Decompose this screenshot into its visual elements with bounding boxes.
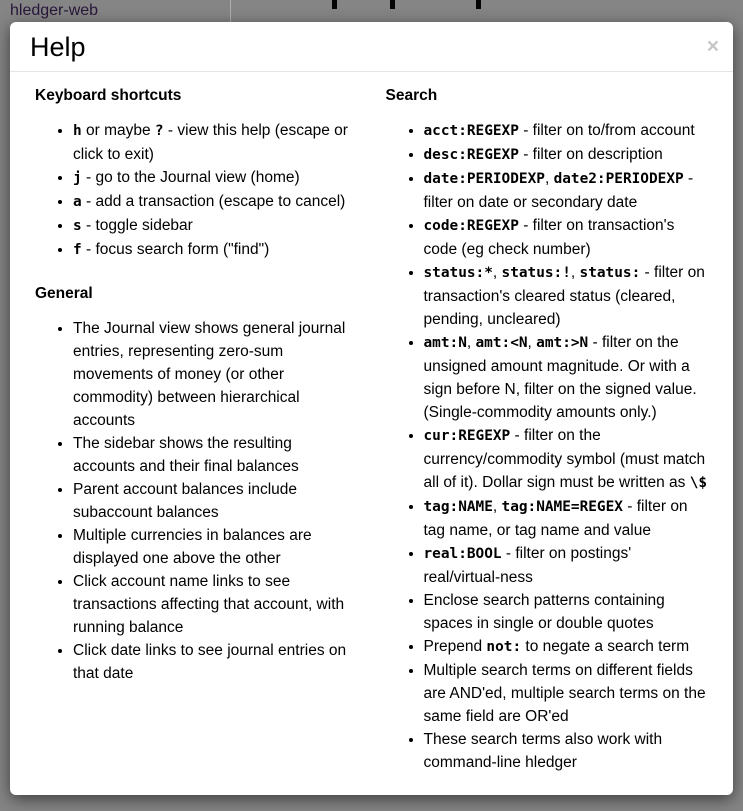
help-column-right (386, 86, 709, 796)
help-text: - filter on the unsigned amount magnitude. Or with a sign before N, filter on the signed value. (Single-commodity amounts only.) (423, 334, 697, 421)
help-list-item (424, 331, 709, 424)
code-term: status:! (501, 265, 571, 281)
modal-body (10, 72, 733, 806)
modal-title: Help (30, 32, 86, 62)
code-term: tag:NAME=REGEX (501, 499, 623, 515)
code-term: cur:REGEXP (423, 428, 511, 444)
code-term: not: (486, 639, 522, 655)
code-term: ? (154, 123, 164, 139)
help-list-item (73, 432, 358, 478)
help-text: - filter on transaction's cleared status (cleared, pending, uncleared) (423, 264, 705, 328)
help-text: , (570, 264, 580, 281)
help-text: to negate a search term (521, 638, 690, 655)
help-text: The Journal view shows general journal entries, representing zero-sum movements of money (or other commodity) between hierarchical accounts (73, 320, 346, 429)
help-list-item (424, 659, 709, 728)
code-term: tag:NAME (423, 499, 493, 515)
help-text: Multiple search terms on different fields are AND'ed, multiple search terms on the same field are OR'ed (423, 662, 706, 725)
help-text: - go to the Journal view (home) (81, 169, 300, 186)
help-list-item (424, 119, 709, 143)
section-heading: Keyboard shortcuts (35, 87, 182, 104)
help-text: Prepend (423, 638, 487, 655)
help-list-item (424, 495, 709, 542)
help-text: These search terms also work with command-line hledger (423, 731, 663, 771)
help-text: , (466, 334, 476, 351)
help-text: , (492, 264, 502, 281)
modal-header (10, 22, 733, 72)
help-list-item (424, 728, 709, 774)
help-list-item (424, 589, 709, 635)
help-list-item (73, 639, 358, 685)
help-list (35, 317, 358, 685)
help-text: Enclose search patterns containing spaces in single or double quotes (423, 592, 665, 632)
code-term: code:REGEXP (423, 218, 519, 234)
help-list-item (424, 143, 709, 167)
code-term: desc:REGEXP (423, 147, 519, 163)
help-list-item (424, 542, 709, 589)
section-heading: General (35, 285, 93, 302)
code-term: amt:<N (475, 335, 528, 351)
code-term: s (73, 218, 82, 234)
help-list-item (73, 190, 358, 214)
code-term: status: (579, 265, 641, 281)
code-term: \$ (689, 475, 708, 491)
backdrop-app-title-link: hledger-web (10, 2, 99, 19)
code-term: real:BOOL (423, 546, 502, 562)
code-term: f (73, 242, 82, 258)
help-text: or maybe (81, 122, 155, 139)
help-list-item (424, 424, 709, 495)
help-list-item (73, 524, 358, 570)
help-text: Multiple currencies in balances are displayed one above the other (73, 527, 312, 567)
code-term: acct:REGEXP (423, 123, 519, 139)
section-heading: Search (385, 87, 438, 104)
help-text: , (544, 170, 554, 187)
help-text: Click account name links to see transactions affecting that account, with running balance (73, 573, 345, 636)
code-term: j (73, 170, 82, 186)
help-list-item (73, 238, 358, 262)
help-list-item (73, 214, 358, 238)
help-text: - focus search form ("find") (81, 241, 270, 258)
help-text: The sidebar shows the resulting accounts and their final balances (73, 435, 299, 475)
help-column-left (35, 86, 358, 796)
backdrop-sidebar-divider (230, 0, 231, 22)
help-modal (10, 22, 733, 795)
help-text: , (527, 334, 537, 351)
help-text: Click date links to see journal entries on that date (73, 642, 347, 682)
help-text: , (492, 498, 502, 515)
help-text: Parent account balances include subaccount balances (73, 481, 298, 521)
help-list-item (424, 635, 709, 659)
help-text: - filter on postings' real/virtual-ness (423, 545, 632, 586)
help-text: - filter on description (518, 146, 663, 163)
help-list-item (73, 317, 358, 432)
help-list-item (73, 119, 358, 166)
help-text: - add a transaction (escape to cancel) (81, 193, 346, 210)
help-text: - view this help (escape or click to exit) (73, 122, 348, 163)
help-text: - filter on transaction's code (eg check number) (423, 217, 675, 258)
code-term: amt:N (423, 335, 467, 351)
help-list (386, 119, 709, 774)
code-term: a (73, 194, 82, 210)
help-text: - filter on date or secondary date (423, 170, 694, 211)
help-text: - filter on tag name, or tag name and value (423, 498, 688, 539)
help-list-item (424, 214, 709, 261)
code-term: status:* (423, 265, 493, 281)
help-list-item (73, 478, 358, 524)
code-term: date2:PERIODEXP (553, 171, 684, 187)
close-icon[interactable]: × (706, 35, 719, 58)
code-term: date:PERIODEXP (423, 171, 545, 187)
help-list (35, 119, 358, 262)
code-term: amt:>N (536, 335, 589, 351)
help-text: - toggle sidebar (81, 217, 193, 234)
help-text: - filter on the currency/commodity symbol (must match all of it). Dollar sign must be written as (423, 427, 706, 491)
help-list-item (73, 570, 358, 639)
help-list-item (424, 167, 709, 214)
help-text: - filter on to/from account (518, 122, 695, 139)
help-list-item (73, 166, 358, 190)
code-term: h (73, 123, 82, 139)
help-list-item (424, 261, 709, 331)
